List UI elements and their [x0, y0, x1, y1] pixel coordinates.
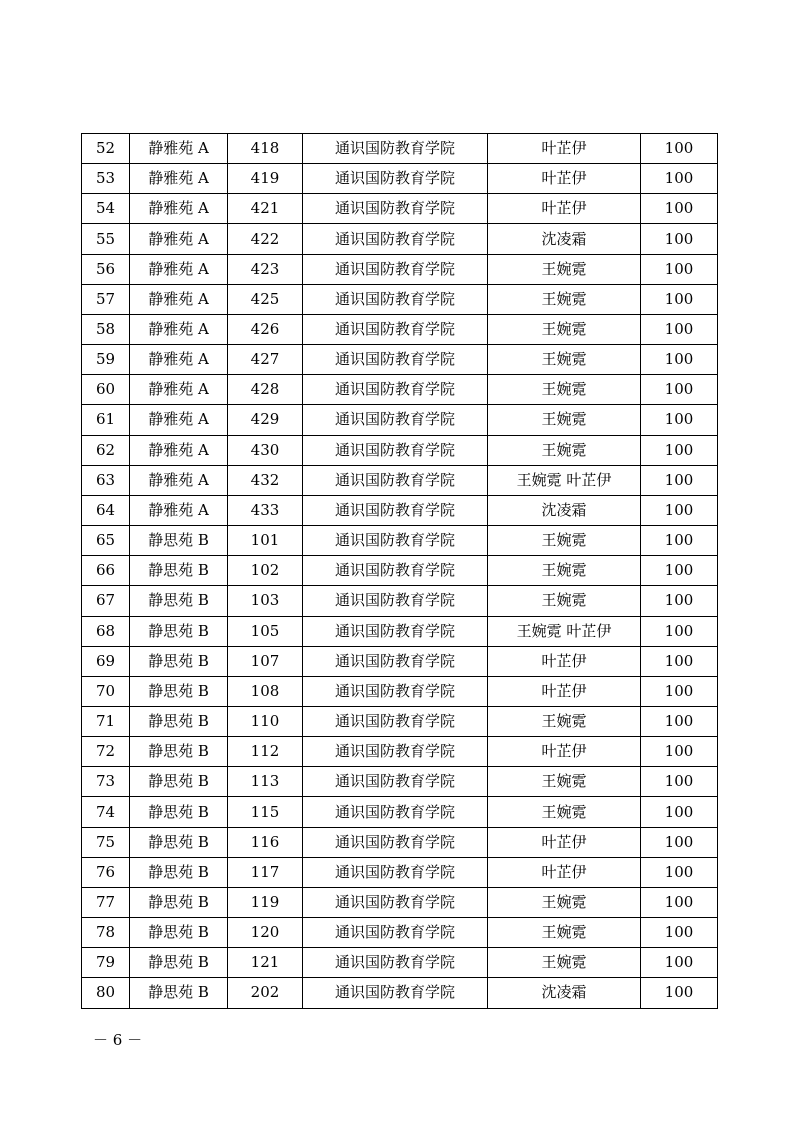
row-index-cell: 64	[82, 495, 130, 525]
row-index-cell: 57	[82, 284, 130, 314]
college-cell: 通识国防教育学院	[303, 887, 488, 917]
score-cell: 100	[641, 495, 718, 525]
college-cell: 通识国防教育学院	[303, 857, 488, 887]
table-row	[82, 405, 718, 435]
building-cell: 静思苑 B	[130, 857, 228, 887]
row-index-cell: 74	[82, 797, 130, 827]
inspector-cell: 沈凌霜	[488, 224, 641, 254]
college-cell: 通识国防教育学院	[303, 616, 488, 646]
inspector-cell: 王婉霓 叶芷伊	[488, 616, 641, 646]
table-row	[82, 556, 718, 586]
score-cell: 100	[641, 887, 718, 917]
row-index-cell: 63	[82, 465, 130, 495]
college-cell: 通识国防教育学院	[303, 465, 488, 495]
college-cell: 通识国防教育学院	[303, 827, 488, 857]
building-cell: 静思苑 B	[130, 978, 228, 1008]
college-cell: 通识国防教育学院	[303, 314, 488, 344]
room-cell: 421	[228, 194, 303, 224]
table-row	[82, 254, 718, 284]
row-index-cell: 80	[82, 978, 130, 1008]
score-cell: 100	[641, 134, 718, 164]
score-cell: 100	[641, 646, 718, 676]
table-row	[82, 978, 718, 1008]
row-index-cell: 77	[82, 887, 130, 917]
score-cell: 100	[641, 405, 718, 435]
inspector-cell: 王婉霓	[488, 706, 641, 736]
score-cell: 100	[641, 918, 718, 948]
row-index-cell: 59	[82, 345, 130, 375]
row-index-cell: 70	[82, 676, 130, 706]
table-row	[82, 345, 718, 375]
score-cell: 100	[641, 435, 718, 465]
table-row	[82, 646, 718, 676]
college-cell: 通识国防教育学院	[303, 254, 488, 284]
score-cell: 100	[641, 978, 718, 1008]
room-cell: 418	[228, 134, 303, 164]
room-cell: 426	[228, 314, 303, 344]
room-cell: 115	[228, 797, 303, 827]
score-cell: 100	[641, 586, 718, 616]
college-cell: 通识国防教育学院	[303, 706, 488, 736]
inspector-cell: 沈凌霜	[488, 978, 641, 1008]
row-index-cell: 73	[82, 767, 130, 797]
row-index-cell: 52	[82, 134, 130, 164]
score-cell: 100	[641, 706, 718, 736]
score-cell: 100	[641, 556, 718, 586]
table-row	[82, 375, 718, 405]
table-row	[82, 495, 718, 525]
building-cell: 静思苑 B	[130, 526, 228, 556]
row-index-cell: 56	[82, 254, 130, 284]
room-cell: 107	[228, 646, 303, 676]
table-row	[82, 134, 718, 164]
score-cell: 100	[641, 345, 718, 375]
table-row	[82, 767, 718, 797]
room-cell: 419	[228, 164, 303, 194]
inspector-cell: 王婉霓	[488, 887, 641, 917]
inspector-cell: 王婉霓	[488, 526, 641, 556]
college-cell: 通识国防教育学院	[303, 495, 488, 525]
inspector-cell: 叶芷伊	[488, 857, 641, 887]
inspector-cell: 王婉霓	[488, 284, 641, 314]
score-cell: 100	[641, 526, 718, 556]
room-cell: 113	[228, 767, 303, 797]
college-cell: 通识国防教育学院	[303, 978, 488, 1008]
score-cell: 100	[641, 857, 718, 887]
room-cell: 121	[228, 948, 303, 978]
building-cell: 静雅苑 A	[130, 375, 228, 405]
row-index-cell: 71	[82, 706, 130, 736]
college-cell: 通识国防教育学院	[303, 556, 488, 586]
college-cell: 通识国防教育学院	[303, 134, 488, 164]
room-cell: 433	[228, 495, 303, 525]
inspector-cell: 沈凌霜	[488, 495, 641, 525]
room-cell: 108	[228, 676, 303, 706]
building-cell: 静思苑 B	[130, 767, 228, 797]
row-index-cell: 61	[82, 405, 130, 435]
building-cell: 静雅苑 A	[130, 465, 228, 495]
room-cell: 425	[228, 284, 303, 314]
building-cell: 静雅苑 A	[130, 284, 228, 314]
building-cell: 静思苑 B	[130, 706, 228, 736]
inspector-cell: 王婉霓	[488, 405, 641, 435]
room-cell: 202	[228, 978, 303, 1008]
room-cell: 428	[228, 375, 303, 405]
table-row	[82, 224, 718, 254]
score-cell: 100	[641, 375, 718, 405]
row-index-cell: 78	[82, 918, 130, 948]
inspector-cell: 王婉霓	[488, 586, 641, 616]
table-row	[82, 616, 718, 646]
row-index-cell: 53	[82, 164, 130, 194]
table-row	[82, 857, 718, 887]
inspector-cell: 叶芷伊	[488, 827, 641, 857]
room-cell: 103	[228, 586, 303, 616]
room-cell: 430	[228, 435, 303, 465]
row-index-cell: 55	[82, 224, 130, 254]
building-cell: 静雅苑 A	[130, 254, 228, 284]
score-cell: 100	[641, 827, 718, 857]
inspector-cell: 王婉霓 叶芷伊	[488, 465, 641, 495]
dormitory-table	[81, 133, 718, 1009]
inspector-cell: 王婉霓	[488, 556, 641, 586]
table-row	[82, 827, 718, 857]
college-cell: 通识国防教育学院	[303, 435, 488, 465]
inspector-cell: 王婉霓	[488, 948, 641, 978]
inspector-cell: 叶芷伊	[488, 676, 641, 706]
room-cell: 427	[228, 345, 303, 375]
page-number: － 6 －	[93, 1031, 143, 1049]
inspector-cell: 叶芷伊	[488, 164, 641, 194]
table-row	[82, 164, 718, 194]
college-cell: 通识国防教育学院	[303, 767, 488, 797]
college-cell: 通识国防教育学院	[303, 737, 488, 767]
row-index-cell: 76	[82, 857, 130, 887]
score-cell: 100	[641, 767, 718, 797]
row-index-cell: 68	[82, 616, 130, 646]
table-row	[82, 435, 718, 465]
table-row	[82, 706, 718, 736]
score-cell: 100	[641, 797, 718, 827]
room-cell: 120	[228, 918, 303, 948]
table-row	[82, 887, 718, 917]
table-row	[82, 918, 718, 948]
inspector-cell: 王婉霓	[488, 435, 641, 465]
table-body	[82, 134, 718, 1009]
building-cell: 静思苑 B	[130, 737, 228, 767]
building-cell: 静雅苑 A	[130, 134, 228, 164]
inspector-cell: 王婉霓	[488, 375, 641, 405]
building-cell: 静思苑 B	[130, 586, 228, 616]
score-cell: 100	[641, 164, 718, 194]
score-cell: 100	[641, 284, 718, 314]
room-cell: 110	[228, 706, 303, 736]
table-row	[82, 314, 718, 344]
score-cell: 100	[641, 616, 718, 646]
building-cell: 静思苑 B	[130, 616, 228, 646]
table-row	[82, 194, 718, 224]
score-cell: 100	[641, 254, 718, 284]
room-cell: 102	[228, 556, 303, 586]
building-cell: 静雅苑 A	[130, 345, 228, 375]
building-cell: 静雅苑 A	[130, 164, 228, 194]
row-index-cell: 62	[82, 435, 130, 465]
row-index-cell: 72	[82, 737, 130, 767]
row-index-cell: 60	[82, 375, 130, 405]
room-cell: 432	[228, 465, 303, 495]
table-row	[82, 526, 718, 556]
room-cell: 119	[228, 887, 303, 917]
college-cell: 通识国防教育学院	[303, 224, 488, 254]
table-row	[82, 465, 718, 495]
building-cell: 静思苑 B	[130, 646, 228, 676]
table-row	[82, 586, 718, 616]
score-cell: 100	[641, 737, 718, 767]
college-cell: 通识国防教育学院	[303, 345, 488, 375]
college-cell: 通识国防教育学院	[303, 526, 488, 556]
row-index-cell: 66	[82, 556, 130, 586]
room-cell: 112	[228, 737, 303, 767]
room-cell: 422	[228, 224, 303, 254]
row-index-cell: 67	[82, 586, 130, 616]
inspector-cell: 王婉霓	[488, 767, 641, 797]
inspector-cell: 叶芷伊	[488, 194, 641, 224]
room-cell: 117	[228, 857, 303, 887]
score-cell: 100	[641, 676, 718, 706]
room-cell: 105	[228, 616, 303, 646]
college-cell: 通识国防教育学院	[303, 194, 488, 224]
building-cell: 静思苑 B	[130, 918, 228, 948]
building-cell: 静思苑 B	[130, 797, 228, 827]
room-cell: 101	[228, 526, 303, 556]
building-cell: 静思苑 B	[130, 948, 228, 978]
college-cell: 通识国防教育学院	[303, 586, 488, 616]
college-cell: 通识国防教育学院	[303, 948, 488, 978]
score-cell: 100	[641, 224, 718, 254]
building-cell: 静雅苑 A	[130, 314, 228, 344]
row-index-cell: 69	[82, 646, 130, 676]
score-cell: 100	[641, 194, 718, 224]
building-cell: 静雅苑 A	[130, 224, 228, 254]
building-cell: 静思苑 B	[130, 556, 228, 586]
college-cell: 通识国防教育学院	[303, 164, 488, 194]
table-row	[82, 797, 718, 827]
building-cell: 静思苑 B	[130, 827, 228, 857]
row-index-cell: 79	[82, 948, 130, 978]
college-cell: 通识国防教育学院	[303, 405, 488, 435]
row-index-cell: 54	[82, 194, 130, 224]
score-cell: 100	[641, 465, 718, 495]
inspector-cell: 王婉霓	[488, 797, 641, 827]
row-index-cell: 58	[82, 314, 130, 344]
inspector-cell: 叶芷伊	[488, 646, 641, 676]
building-cell: 静思苑 B	[130, 887, 228, 917]
college-cell: 通识国防教育学院	[303, 918, 488, 948]
college-cell: 通识国防教育学院	[303, 797, 488, 827]
inspector-cell: 王婉霓	[488, 314, 641, 344]
room-cell: 116	[228, 827, 303, 857]
score-cell: 100	[641, 314, 718, 344]
college-cell: 通识国防教育学院	[303, 375, 488, 405]
inspector-cell: 叶芷伊	[488, 134, 641, 164]
college-cell: 通识国防教育学院	[303, 646, 488, 676]
table-row	[82, 676, 718, 706]
score-cell: 100	[641, 948, 718, 978]
building-cell: 静思苑 B	[130, 676, 228, 706]
college-cell: 通识国防教育学院	[303, 676, 488, 706]
row-index-cell: 65	[82, 526, 130, 556]
room-cell: 429	[228, 405, 303, 435]
row-index-cell: 75	[82, 827, 130, 857]
inspector-cell: 王婉霓	[488, 345, 641, 375]
room-cell: 423	[228, 254, 303, 284]
building-cell: 静雅苑 A	[130, 435, 228, 465]
building-cell: 静雅苑 A	[130, 405, 228, 435]
table-row	[82, 284, 718, 314]
table-row	[82, 737, 718, 767]
table-row	[82, 948, 718, 978]
inspector-cell: 王婉霓	[488, 918, 641, 948]
college-cell: 通识国防教育学院	[303, 284, 488, 314]
inspector-cell: 叶芷伊	[488, 737, 641, 767]
building-cell: 静雅苑 A	[130, 194, 228, 224]
inspector-cell: 王婉霓	[488, 254, 641, 284]
building-cell: 静雅苑 A	[130, 495, 228, 525]
